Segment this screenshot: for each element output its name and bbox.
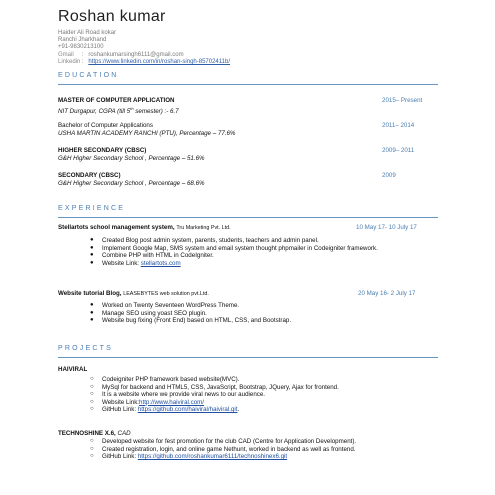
hollow-circle-bullet-icon: ○ (90, 376, 94, 382)
experience-item-1-bullets (86, 237, 441, 267)
experience-divider (58, 217, 438, 218)
list-item: ○ Created registration, login, and online game Nethunt, worked in backend as well as frontend. (90, 445, 356, 453)
education-item-2-date: 2011– 2014 (382, 122, 415, 129)
hollow-circle-bullet-icon: ○ (90, 398, 94, 405)
education-item-3-date: 2009– 2011 (382, 147, 415, 154)
education-item-4-detail: G&H Higher Secondary School , Percentage – 68.6% (58, 180, 205, 187)
experience-item-1-company: Tru Marketing Pvt. Ltd. (176, 225, 231, 231)
phone-number: +91-9830213100 (58, 44, 104, 50)
list-item: ○ GitHub Link: https://github.com/haiviral/haiviral.git. (90, 406, 240, 414)
list-item: ○ GitHub Link: https://github.com/roshankumar6111/technoshinex6.git (90, 453, 288, 461)
email-address[interactable]: roshankumarsingh6111@gmail.com (88, 52, 184, 58)
education-item-1-date: 2015– Present (382, 97, 423, 104)
hollow-circle-bullet-icon: ○ (90, 445, 94, 452)
experience-item-1-role: Stellartots school management system, (58, 224, 175, 231)
education-item-2-detail: USHA MARTIN ACADEMY RANCHI (PTU), Percentage – 77.6% (58, 130, 236, 137)
project-2-bullets (86, 438, 441, 461)
list-item: ● Manage SEO using yoast SEO plugin. (90, 309, 207, 317)
education-item-4-date: 2009 (382, 172, 396, 179)
linkedin-row (58, 59, 230, 66)
list-item: ● Worked on Twenty Seventeen WordPress Theme. (90, 302, 240, 309)
education-item-1-degree: MASTER OF COMPUTER APPLICATION (58, 97, 175, 104)
experience-item-1-date: 10 May 17- 10 July 17 (356, 224, 417, 231)
hollow-circle-bullet-icon: ○ (90, 438, 94, 444)
filled-circle-bullet-icon: ● (90, 252, 94, 259)
project-1-bullets (86, 376, 441, 414)
haiviral-website-link[interactable]: http://www.haiviral.com/ (139, 398, 205, 406)
candidate-name: Roshan kumar (58, 8, 166, 25)
education-title: EDUCATION (58, 72, 119, 79)
filled-circle-bullet-icon: ● (90, 309, 94, 316)
education-item-3-detail: G&H Higher Secondary School , Percentage – 51.6% (58, 155, 205, 162)
list-item: ● Website Link: stellartots.com (90, 259, 181, 267)
education-item-1-detail: NIT Durgapur, CGPA (till 5th semester) :- 6.7 (58, 106, 179, 116)
filled-circle-bullet-icon: ● (90, 244, 94, 251)
filled-circle-bullet-icon: ● (90, 302, 94, 308)
project-1-name: HAIVIRAL (58, 366, 88, 373)
address-line-2: Ranchi Jharkhand (58, 37, 107, 43)
address-line-1: Haider Ali Road kokar (58, 30, 117, 36)
project-2-org: CAD (117, 430, 131, 437)
list-item: ● Combine PHP with HTML in CodeIgniter. (90, 252, 214, 260)
hollow-circle-bullet-icon: ○ (90, 453, 94, 460)
list-item: ○ Codeigniter PHP framework based website(MVC). (90, 376, 240, 383)
projects-title: PROJECTS (58, 345, 113, 352)
email-label: Gmail (58, 52, 74, 58)
list-item: ○ Website Link:http://www.haiviral.com/ (90, 398, 205, 406)
linkedin-label: Linkedin (58, 59, 81, 65)
list-item: ● Implement Google Map, SMS system and email system thought phpmailer in Codeigniter framework. (90, 244, 378, 252)
list-item: ● Created Blog post admin system, parents, students, teachers and admin panel. (90, 237, 319, 244)
list-item: ○ It is a website where we provide viral news to our audience. (90, 391, 266, 399)
email-row (58, 52, 184, 59)
list-item: ● Website bug fixing (Front End) based on HTML, CSS, and Bootstrap. (90, 317, 292, 325)
hollow-circle-bullet-icon: ○ (90, 391, 94, 398)
linkedin-separator: : (81, 59, 87, 65)
project-2-header (58, 430, 438, 438)
project-2-name: TECHNOSHINE X.6, (58, 430, 116, 437)
list-item: ○ MySql for backend and HTML5, CSS, JavaScript, Bootstrap, JQuery, Ajax for frontend. (90, 383, 339, 391)
education-item-2-degree: Bachelor of Computer Applications (58, 122, 153, 129)
stellartots-website-link[interactable]: stellartots.com (140, 259, 181, 267)
technoshine-github-link[interactable]: https://github.com/roshankumar6111/technoshinex6.git (137, 453, 288, 461)
hollow-circle-bullet-icon: ○ (90, 406, 94, 413)
education-item-3-degree: HIGHER SECONDARY (CBSC) (58, 147, 147, 154)
filled-circle-bullet-icon: ● (90, 259, 94, 266)
experience-item-2-bullets (86, 302, 441, 325)
experience-item-2-date: 20 May 16- 2 July 17 (358, 290, 416, 297)
list-item: ○ Developed website for fest promotion for the club CAD (Centre for Application Development). (90, 438, 357, 445)
experience-title: EXPERIENCE (58, 205, 126, 212)
haiviral-github-link[interactable]: https://github.com/haiviral/haiviral.git (137, 406, 238, 414)
projects-divider (58, 357, 438, 358)
hollow-circle-bullet-icon: ○ (90, 383, 94, 390)
filled-circle-bullet-icon: ● (90, 237, 94, 243)
education-divider (58, 84, 438, 85)
education-item-4-degree: SECONDARY (CBSC) (58, 172, 121, 179)
email-separator: : (81, 52, 87, 58)
experience-item-2-role: Website tutorial Blog, (58, 290, 122, 297)
linkedin-link[interactable]: https://www.linkedin.com/in/roshan-singh-85702411b/ (88, 59, 230, 65)
filled-circle-bullet-icon: ● (90, 317, 94, 324)
experience-item-2-company: LEASEBYTES web solution pvt.Ltd. (123, 291, 209, 297)
